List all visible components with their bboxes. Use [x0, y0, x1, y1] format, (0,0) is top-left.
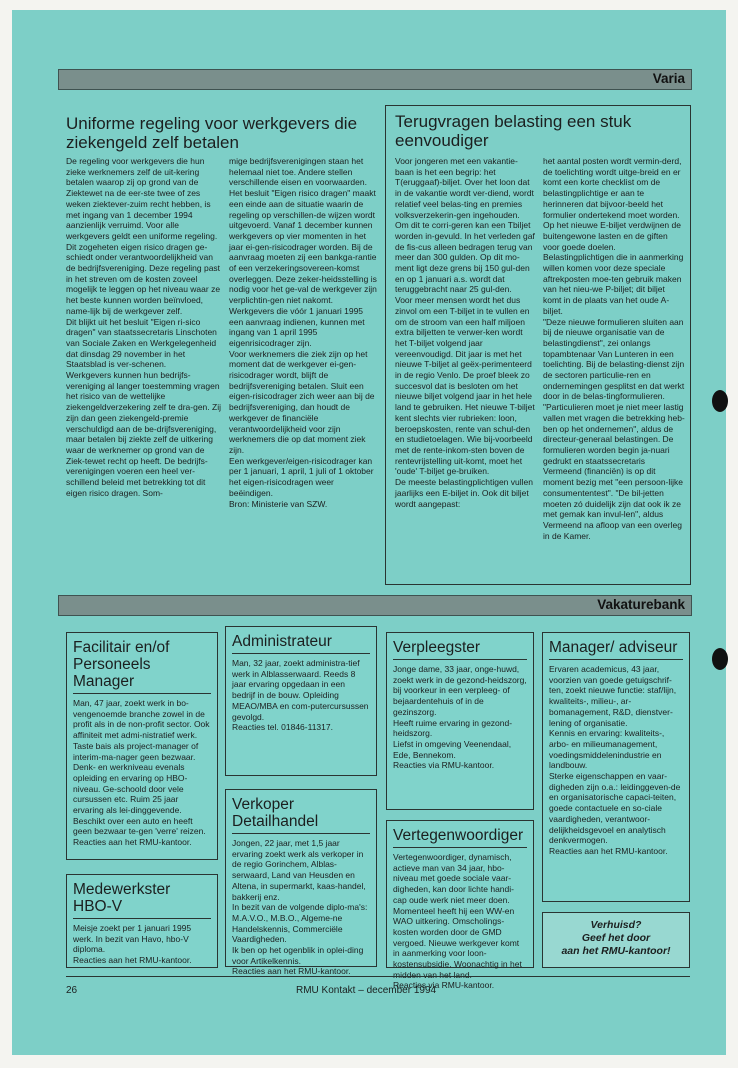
ad-body: Jongen, 22 jaar, met 1,5 jaar ervaring zoekt werk als verkoper in de regio Gorinchem, Alblas-serwaard, Land van Heusden en Altena, in supermarkt, kaas-handel, bakkerij enz. In bezit van de volgende diplo-ma's: M.A.V.O., M.B.O., Algeme-ne Handelskennis, Commerciële Vaardigheden. Ik ben op het ogenblik in oplei-ding voor Artikelkennis. Reacties aan het RMU-kantoor.: [232, 838, 368, 977]
ad-title: Verkoper Detailhandel: [232, 796, 319, 830]
divider: [73, 693, 211, 694]
notice-line: aan het RMU-kantoor!: [561, 945, 671, 957]
job-ad: [225, 626, 377, 776]
section-bar-varia: [58, 69, 692, 90]
moved-notice: [542, 912, 690, 968]
footer-divider: [66, 976, 690, 977]
ad-body: Jonge dame, 33 jaar, onge-huwd, zoekt werk in de gezond-heidszorg, bij voorkeur in een verpleeg- of bejaardentehuis of in de gezinszorg. Heeft ruime ervaring in gezond-heidszorg. Liefst in omgeving Veenendaal, Ede, Bennekom. Reacties via RMU-kantoor.: [393, 664, 527, 771]
divider: [393, 847, 527, 848]
divider: [393, 659, 527, 660]
article-body-col1: Voor jongeren met een vakantie-baan is het een begrip: het T(eruggaaf)-biljet. Over het loon dat in de vakantie wordt ver-diend, wordt relatief veel belas-ting en premies volksverzekerin-gen ingehouden. Om dit te corri-geren kan een Tbiljet worden in-gevuld. In het verleden gaf de fis-cus alleen bedragen terug van meer dan 300 gulden. Op dit mo-ment ligt deze grens bij 150 gul-den en op 1 januari a.s. wordt dat teruggebracht naar 25 gul-den. Voor meer mensen wordt het dus zinvol om een T-biljet in te vullen en om de stroom van een half miljoen extra biljetten te verwer-ken wordt het T-biljet volgend jaar vereenvoudigd. Dit jaar is met het nieuwe T-biljet al geëx-perimenteerd in de regio Venlo. De proef bleek zo succesvol dat is besloten om het nieuwe biljet volgend jaar in het hele land te gebruiken. Het nieuwe T-biljet kent slechts vier rubrieken: loon, beroepskosten, rente van schul-den en studietoelagen. Wie bij-voorbeeld met de rente-inkom-sten boven de rentevrijstelling uit-komt, moet het 'oude' T-biljet ge-bruiken. De meeste belastingplichtigen vullen jaarlijks een E-biljet in. Ook dit biljet wordt aangepast:: [395, 156, 535, 509]
ad-title: Administrateur: [232, 633, 332, 650]
section-bar-vakaturebank: [58, 595, 692, 616]
section-title: Varia: [652, 71, 685, 86]
ad-title: Manager/ adviseur: [549, 639, 678, 656]
ad-title: Facilitair en/of Personeels Manager: [73, 639, 170, 690]
article-title: Terugvragen belasting een stuk eenvoudiger: [395, 112, 632, 150]
punch-hole: [712, 648, 728, 670]
divider: [232, 653, 370, 654]
ad-body: Vertegenwoordiger, dynamisch, actieve man van 34 jaar, hbo-niveau met goede sociale vaar-digheden, kan door lichte handi-cap oude werk niet meer doen. Momenteel heeft hij een WW-en WAO uitkering. Omscholings-kosten worden door de GMD vergoed. Nieuwe werkgever komt in aanmerking voor loon-kostensubsidie. Woonachtig in het midden van het land. Reacties via RMU-kantoor.: [393, 852, 522, 991]
job-ad: [386, 632, 534, 810]
notice-line: Geef het door: [581, 932, 651, 944]
divider: [73, 918, 211, 919]
divider: [232, 833, 370, 834]
job-ad: [542, 632, 690, 902]
article-body-col1: De regeling voor werkgevers die hun zieke werknemers zelf de uit-kering betalen waarop zij op grond van de Ziektewet na de eer-ste twee of zes weken ziektever-zuim recht hebben, is met ingang van 1 december 1994 aanzienlijk verruimd. Voor alle werkgevers geldt een uniforme regeling. Dit zogeheten eigen risico dragen ge-schiedt onder verantwoordelijkheid van de bedrijfsvereniging. Deze regeling past in het streven om de kosten zoveel mogelijk te leggen op het niveau waar ze het beste kunnen worden beïnvloed, name-lijk bij de werkgever zelf. Dit blijkt uit het besluit "Eigen ri-sico dragen" van staatssecretaris Linschoten van Sociale Zaken en Werkgelegenheid dat dinsdag 29 november in het Staatsblad is ver-schenen. Werkgevers kunnen hun bedrijfs-vereniging al langer toestemming vragen het risico van de wettelijke ziekengeldverzekering zelf te dra-gen. Zij zijn dan geen ziekengeld-premie verschuldigd aan de be-drijfsvereniging, maar betalen bij ziekte zelf de uitkering waar de werknemer op grond van de Ziek-tewet recht op heeft. De bedrijfs-verenigingen voeren een heel ver-schillend beleid met betrekking tot dit eigen risico dragen. Som-: [66, 156, 221, 498]
ad-body: Ervaren academicus, 43 jaar, voorzien van goede getuigschrif-ten, zoekt nieuwe functie: staf/lijn, kwaliteits-, milieu-, ar-bomanagement, R&D, dienstver-lening of organisatie. Kennis en ervaring: kwaliteits-, arbo- en milieumanagement, voedingsmiddelenindustrie en landbouw. Sterke eigenschappen en vaar-digheden zijn o.a.: leidinggeven-de en organisatorische capaci-teiten, goede contactuele en so-ciale vaardigheden, verantwoor-delijkheidsgevoel en analytisch denkvermogen. Reacties aan het RMU-kantoor.: [549, 664, 681, 856]
page-number: 26: [66, 985, 78, 996]
ad-title: Verpleegster: [393, 639, 481, 656]
article-body-col2: het aantal posten wordt vermin-derd, de toelichting wordt uitge-breid en er komt een korte checklist om de belastingplichtige er aan te herinneren dat bijvoor-beeld het formulier ondertekend moet worden. Op het nieuwe E-biljet verdwijnen de buitengewone lasten en de giften voor goede doelen. Belastingplichtigen die in aanmerking willen komen voor deze speciale aftrekposten moe-ten gebruik maken van het nieu-we P-biljet; dit biljet komt in de plaats van het oude A-biljet. "Deze nieuwe formulieren sluiten aan bij de nieuwe organisatie van de belastingdienst", zei onlangs topambtenaar Van Lunteren in een toelichting. Bij de belasting-dienst zijn de sectoren particulie-ren en ondernemingen gesplitst en dat werkt door in de belas-tingformulieren. "Particulieren moet je niet meer lastig vallen met vragen die betrekking heb-ben op het ondernemen", aldus de directeur-generaal belastingen. De formulieren worden begin ja-nuari gedrukt en staatssecretaris Vermeend (financiën) is op dit moment bezig met "een persoon-lijke consumententest". "De bil-jetten moeten zó duidelijk zijn dat ook ik ze met gemak kan invul-len", aldus Vermeend na afloop van een overleg in de Kamer.: [543, 156, 685, 541]
divider: [549, 659, 683, 660]
ad-body: Man, 32 jaar, zoekt administra-tief werk in Alblasserwaard. Reeds 8 jaar ervaring opgedaan in een bedrijf in de bouw. Opleiding MEAO/MBA en com-putercursussen gevolgd. Reacties tel. 01846-11317.: [232, 658, 369, 733]
ad-body: Man, 47 jaar, zoekt werk in bo-vengenoemde branche zowel in de profit als in de non-profit sector. Ook affiniteit met admi-nistratief werk. Taste bais als project-manager of interim-ma-nager geen bezwaar. Denk- en werkniveau evenals opleiding en ervaring op HBO-niveau. Ge-schoold door vele cursussen etc. Ruim 25 jaar ervaring als lei-dinggevende. Beschikt over een auto en heeft geen bezwaar te-gen 'verre' reizen. Reacties aan het RMU-kantoor.: [73, 698, 210, 848]
article-title: Uniforme regeling voor werkgevers die ziekengeld zelf betalen: [66, 114, 358, 152]
ad-title: Medewerkster HBO-V: [73, 881, 171, 915]
job-ad: [225, 789, 377, 977]
job-ad: [66, 632, 218, 860]
job-ad: [386, 820, 534, 991]
ad-body: Meisje zoekt per 1 januari 1995 werk. In bezit van Havo, hbo-V diploma. Reacties aan het RMU-kantoor.: [73, 923, 192, 966]
article-body-col2: mige bedrijfsverenigingen staan het helemaal niet toe. Andere stellen verschillende eisen en voorwaarden. Het besluit "Eigen risico dragen" maakt een einde aan de situatie waarin de regeling op verschillen-de wijzen wordt uitgevoerd. Vanaf 1 december kunnen werkgevers op vier momenten in het jaar ei-gen-risicodrager worden. Bij de aanvraag moeten zij een bankga-rantie of een verzekeringsovereen-komst overleggen. Deze zeker-heidsstelling is nodig voor het ge-val de werkgever zijn verplichtin-gen niet nakomt. Werkgevers die vóór 1 januari 1995 een aanvraag indienen, kunnen met ingang van 1 april 1995 eigenrisicodrager zijn. Voor werknemers die ziek zijn op het moment dat de werkgever ei-gen-risicodrager wordt, blijft de bedrijfsvereniging betalen. Sluit een eigen-risicodrager zich weer aan bij de bedrijfsvereniging, dan houdt de werkgever de financiële verantwoordelijkheid voor zijn werknemers die op dat moment ziek zijn. Een werkgever/eigen-risicodrager kan per 1 januari, 1 april, 1 juli of 1 oktober het eigen-risicodragen weer beëindigen. Bron: Ministerie van SZW.: [229, 156, 377, 509]
notice-line: Verhuisd?: [590, 919, 642, 931]
punch-hole: [712, 390, 728, 412]
magazine-info: RMU Kontakt – december 1994: [296, 985, 437, 996]
section-title: Vakaturebank: [597, 597, 685, 612]
ad-title: Vertegenwoordiger: [393, 827, 524, 844]
job-ad: [66, 874, 218, 968]
